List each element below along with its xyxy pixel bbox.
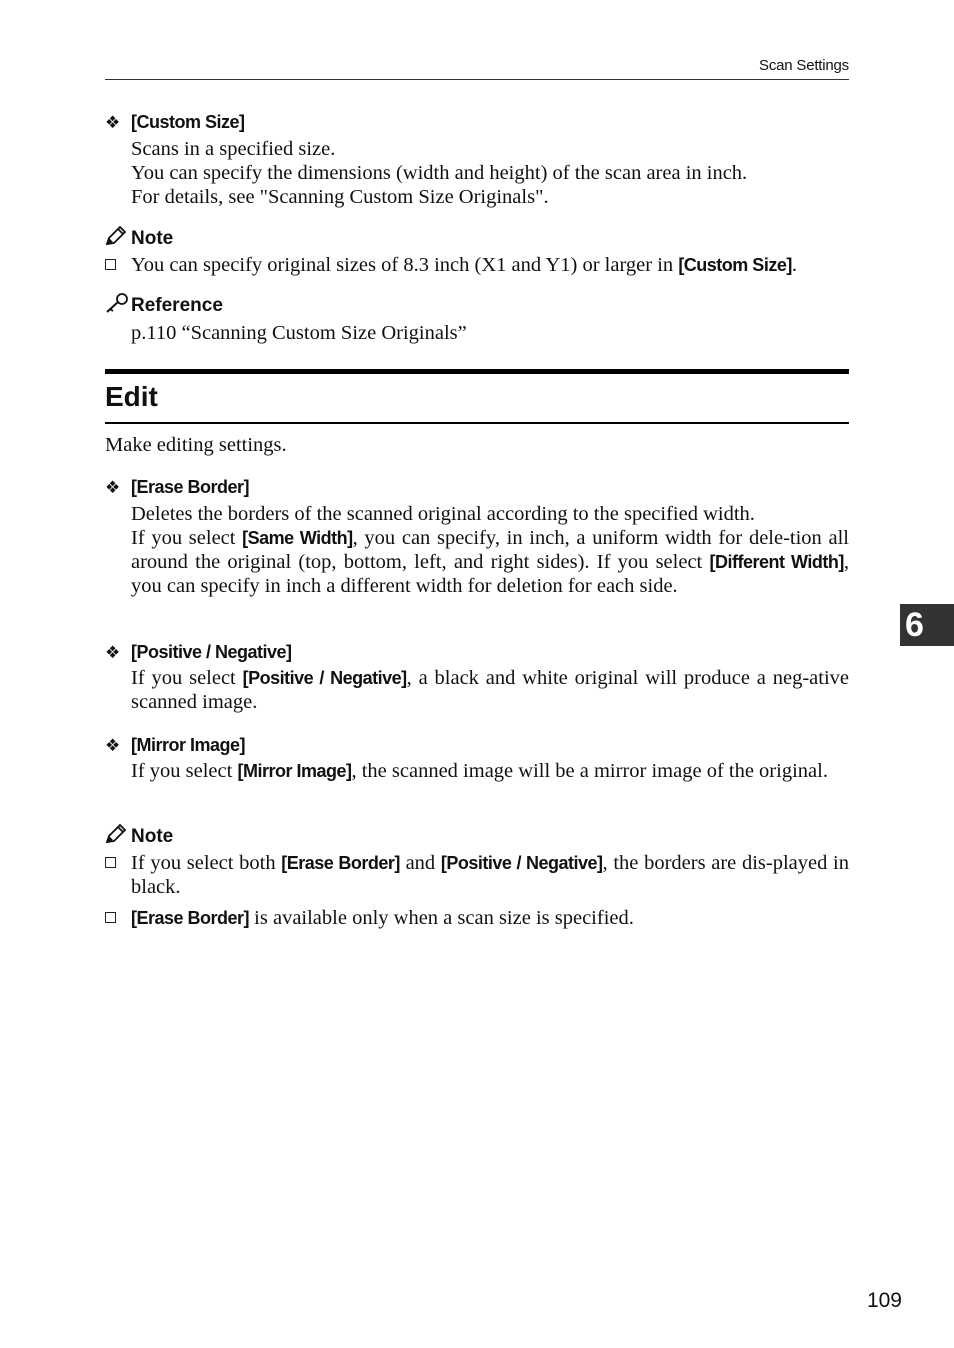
positive-negative-key: [Positive / Negative] xyxy=(242,668,407,688)
pencil-icon xyxy=(105,824,131,850)
note-2-item-2-text: is available only when a scan size is specified. xyxy=(249,907,634,929)
mirror-image-heading xyxy=(105,735,245,757)
custom-size-heading xyxy=(105,112,245,134)
erase-border-heading xyxy=(105,477,249,499)
erase-border-key-2: [Erase Border] xyxy=(131,908,250,928)
reference-title: Reference xyxy=(131,295,223,316)
note-1-text: You can specify original sizes of 8.3 inch (X1 and Y1) or larger in xyxy=(131,254,679,276)
custom-size-line-1: Scans in a specified size. xyxy=(131,138,336,160)
reference-link[interactable]: p.110 “Scanning Custom Size Originals” xyxy=(131,322,467,344)
custom-size-description xyxy=(131,137,849,209)
header-rule xyxy=(105,79,849,80)
custom-size-line-2: You can specify the dimensions (width and height) of the scan area in inch. xyxy=(131,162,748,184)
checkbox-bullet-icon xyxy=(105,857,116,868)
note-2-item-2 xyxy=(105,906,849,930)
same-width-key: [Same Width] xyxy=(242,528,353,548)
diamond-bullet-icon: ❖ xyxy=(105,736,121,755)
checkbox-bullet-icon xyxy=(105,259,116,270)
positive-negative-text-b: , a black and white original will produce a neg-ative scanned image. xyxy=(131,667,849,713)
erase-border-p1: Deletes the borders of the scanned original according to the specified width. xyxy=(131,503,755,525)
note-title-2: Note xyxy=(131,826,174,847)
diamond-bullet-icon: ❖ xyxy=(105,113,121,132)
section-title: Edit xyxy=(105,381,158,412)
key-icon xyxy=(105,293,131,319)
note-heading-2 xyxy=(105,824,173,850)
note-2-item-1-c: , the borders are dis-played in black. xyxy=(131,852,849,898)
custom-size-label: [Custom Size] xyxy=(131,112,245,132)
erase-border-description xyxy=(131,502,849,598)
positive-negative-heading xyxy=(105,642,292,664)
positive-negative-description xyxy=(131,666,849,714)
note-1-key: [Custom Size] xyxy=(678,255,792,275)
erase-border-p2-b: , you can specify, in inch, a uniform width for dele-tion all around the original (top, bottom, left, and right sides). If you select xyxy=(131,527,849,573)
running-header: Scan Settings xyxy=(759,57,849,74)
section-top-rule xyxy=(105,369,849,374)
mirror-image-description xyxy=(131,759,849,783)
diamond-bullet-icon: ❖ xyxy=(105,478,121,497)
note-2-item-1 xyxy=(105,851,849,899)
diamond-bullet-icon: ❖ xyxy=(105,643,121,662)
note-1-text-end: . xyxy=(791,254,797,276)
page-number: 109 xyxy=(866,1289,902,1312)
erase-border-label: [Erase Border] xyxy=(131,477,250,497)
edit-intro: Make editing settings. xyxy=(105,434,287,456)
section-bottom-rule xyxy=(105,422,849,424)
mirror-image-key: [Mirror Image] xyxy=(237,761,352,781)
note-1-item xyxy=(105,253,849,277)
positive-negative-text-a: If you select xyxy=(131,667,243,689)
pencil-icon xyxy=(105,226,131,252)
mirror-image-label: [Mirror Image] xyxy=(131,735,246,755)
note-heading-1 xyxy=(105,226,173,252)
different-width-key: [Different Width] xyxy=(709,552,844,572)
mirror-image-text-a: If you select xyxy=(131,760,238,782)
positive-negative-label: [Positive / Negative] xyxy=(131,642,292,662)
checkbox-bullet-icon xyxy=(105,912,116,923)
note-2-item-1-a: If you select both xyxy=(131,852,282,874)
erase-border-key: [Erase Border] xyxy=(281,853,400,873)
note-title-1: Note xyxy=(131,228,174,249)
note-2-item-1-b: and xyxy=(399,852,441,874)
custom-size-line-3: For details, see "Scanning Custom Size Originals". xyxy=(131,186,549,208)
mirror-image-text-b: , the scanned image will be a mirror image of the original. xyxy=(351,760,828,782)
reference-heading xyxy=(105,293,223,319)
erase-border-p2-a: If you select xyxy=(131,527,243,549)
erase-border-p2-c: , you can specify in inch a different width for deletion for each side. xyxy=(131,551,849,597)
chapter-tab: 6 xyxy=(900,604,954,646)
positive-negative-key-2: [Positive / Negative] xyxy=(440,853,603,873)
